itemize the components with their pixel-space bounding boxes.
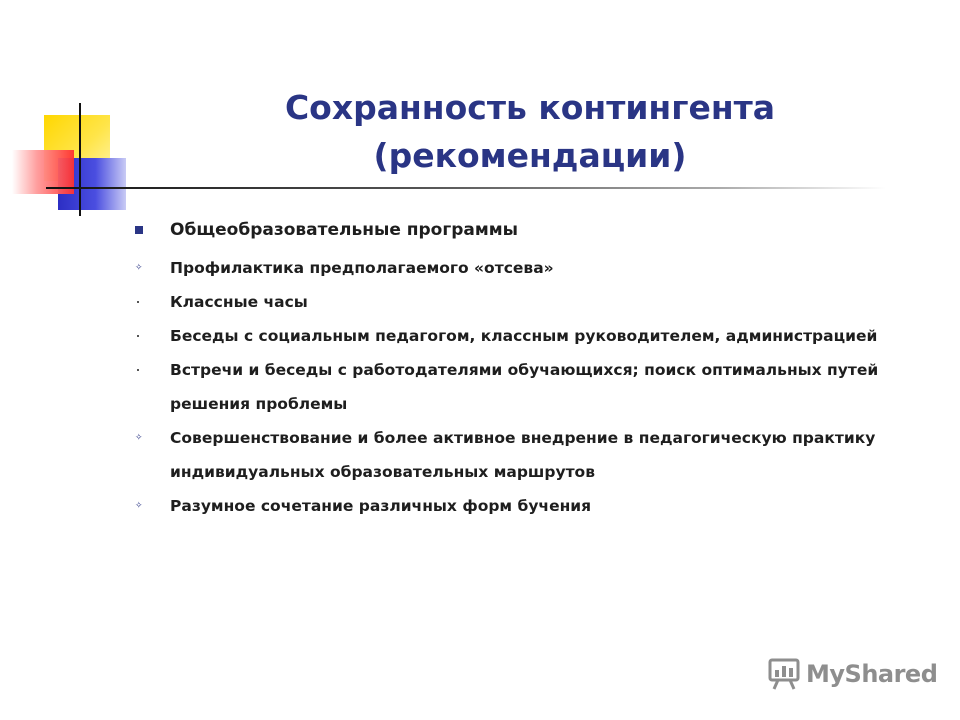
dot-bullet-icon [137, 335, 139, 337]
list-item [132, 251, 912, 285]
list-item-text: Встречи и беседы с работодателями обучающихся; поиск оптимальных путей решения проблемы [170, 361, 879, 413]
dot-bullet-icon [137, 369, 139, 371]
list-item [132, 421, 912, 489]
list-item-text: Профилактика предполагаемого «отсева» [170, 259, 554, 277]
list-item [132, 353, 912, 421]
dot-bullet-icon [137, 301, 139, 303]
list-item-text: Разумное сочетание различных форм бучения [170, 497, 592, 515]
myshared-watermark[interactable] [768, 656, 937, 692]
title-underline [46, 187, 886, 189]
list-item [132, 319, 912, 353]
list-item-text: Классные часы [170, 293, 308, 311]
list-item [132, 217, 912, 243]
list-item [132, 489, 912, 523]
square-bullet-icon [135, 226, 143, 234]
list-item-text: Общеобразовательные программы [170, 220, 519, 240]
list-item-text: Беседы с социальным педагогом, классным руководителем, администрацией [170, 327, 878, 345]
diamond-bullet-icon: ✧ [135, 501, 143, 511]
watermark-text: MyShared [806, 660, 938, 688]
list-item [132, 285, 912, 319]
diamond-bullet-icon: ✧ [135, 263, 143, 273]
presentation-icon [768, 657, 800, 691]
diamond-bullet-icon: ✧ [135, 433, 143, 443]
list-item-text: Совершенствование и более активное внедрение в педагогическую практику индивидуальных образовательных маршрутов [170, 429, 876, 481]
slide-title: Сохранность контингента (рекомендации) [284, 88, 776, 175]
bullet-list [132, 217, 912, 523]
vertical-line [79, 103, 81, 216]
